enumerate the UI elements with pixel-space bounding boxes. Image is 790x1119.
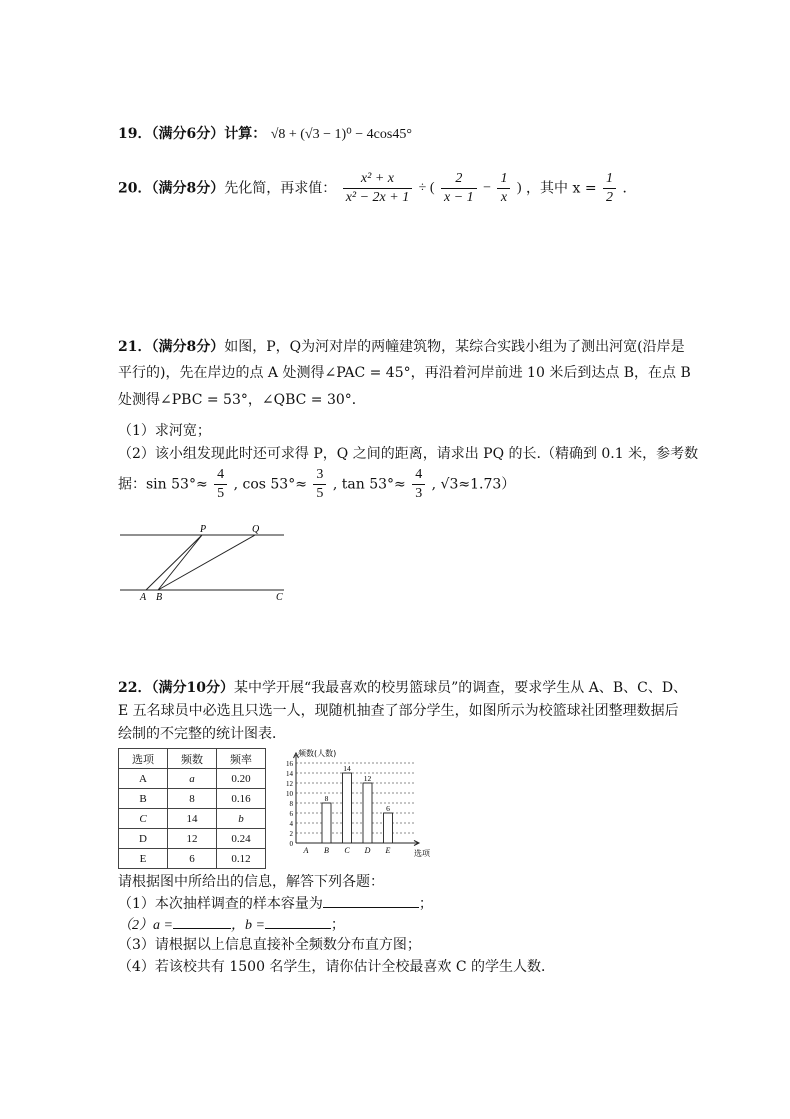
q21-text-2: 平行的)，先在岸边的点 A 处测得∠PAC = 45°，再沿着河岸前进 10 米后到达点 B，在点 B: [118, 365, 691, 381]
table-cell: 0.24: [217, 829, 266, 849]
table-cell: D: [119, 829, 168, 849]
table-row: [119, 769, 266, 789]
table-cell: E: [119, 849, 168, 869]
q22-text-3: 绘制的不完整的统计图表．: [118, 726, 286, 742]
q20-fraction-1: $\frac{\text{x² + x}}{\text{x² − 2x + 1}}$: [343, 170, 413, 207]
q21-sub-1: （1）求河宽；: [118, 423, 211, 439]
q19-tag: （满分6分）计算：: [151, 126, 267, 142]
bar: [363, 783, 372, 843]
q20-close: ): [516, 180, 522, 196]
line-BP: [158, 535, 202, 590]
table-header: 频数: [168, 749, 217, 769]
q19-expression: √8 + (√3 − 1)⁰ − 4cos45°: [270, 127, 412, 142]
table-header-row: [119, 749, 266, 769]
label-P: P: [200, 524, 207, 535]
q20-end: ．: [622, 180, 637, 197]
question-22-line1: [118, 678, 687, 698]
q20-divide: ÷ (: [418, 180, 435, 196]
x-tick-label: A: [303, 846, 309, 855]
q21-text-1: 如图，P，Q为河对岸的两幢建筑物，某综合实践小组为了测出河宽(沿岸是: [224, 339, 685, 355]
table-row: [119, 849, 266, 869]
frequency-histogram: [276, 744, 436, 862]
bar: [384, 813, 393, 843]
river-diagram: [112, 520, 292, 605]
table-row: [119, 829, 266, 849]
table-cell: 0.12: [217, 849, 266, 869]
q22-sub-4: （4）若该校共有 1500 名学生，请你估计全校最喜欢 C 的学生人数．: [118, 959, 556, 975]
table-cell: 8: [168, 789, 217, 809]
frequency-table: [118, 748, 266, 869]
bar: [343, 773, 352, 843]
y-tick-label: 4: [289, 820, 293, 828]
label-B: B: [156, 592, 163, 603]
q22-text-2: E 五名球员中必选且只选一人，现随机抽查了部分学生，如图所示为校篮球社团整理数据后: [118, 703, 679, 719]
q22-sub-2: （2）a = ，b = ；: [118, 914, 345, 936]
table-cell: 6: [168, 849, 217, 869]
q20-where: ，其中 x =: [526, 180, 597, 197]
q21-sub-2: （2）该小组发现此时还可求得 P，Q 之间的距离，请求出 PQ 的长.（精确到 0.1 米，参考数: [118, 446, 699, 462]
q21-sub-2-data: 据：sin 53°≈ $\frac{4}{5}$ , cos 53°≈ $\frac{3}{5}$ , tan 53°≈ $\frac{4}{3}$ , √3≈1.73）: [118, 467, 516, 501]
answer-blank-b[interactable]: [265, 914, 331, 929]
bar-data-label: 8: [324, 794, 329, 803]
q20-text: 先化简，再求值：: [224, 180, 337, 197]
q22-tag: （满分10分）: [151, 680, 234, 696]
bar: [322, 803, 331, 843]
q21-frac-sin: $\frac{4}{5}$: [214, 466, 227, 503]
table-cell: b: [217, 809, 266, 829]
table-cell: A: [119, 769, 168, 789]
question-19: [118, 124, 412, 145]
table-cell: a: [168, 769, 217, 789]
label-A: A: [140, 592, 147, 603]
q20-number: 20．: [118, 180, 152, 197]
y-tick-label: 16: [286, 760, 293, 768]
line-BQ: [158, 535, 255, 590]
q20-fraction-4: $\frac{1}{2}$: [603, 170, 616, 207]
bar-data-label: 6: [386, 804, 390, 813]
x-tick-label: D: [364, 846, 371, 855]
table-cell: 14: [168, 809, 217, 829]
q22-prompt: 请根据图中所给出的信息，解答下列各题：: [118, 874, 384, 890]
table-cell: 0.16: [217, 789, 266, 809]
label-Q: Q: [252, 524, 260, 535]
y-tick-label: 2: [289, 830, 293, 838]
question-20: [118, 170, 636, 207]
q21-text-3: 处测得∠PBC = 53°，∠QBC = 30°．: [118, 392, 366, 408]
table-cell: C: [119, 809, 168, 829]
y-tick-label: 10: [286, 790, 293, 798]
x-tick-label: E: [385, 846, 391, 855]
q22-sub-1: （1）本次抽样调查的样本容量为 ；: [118, 893, 433, 914]
answer-blank-sample-size[interactable]: [323, 893, 419, 908]
q20-fraction-2: $\frac{2}{x - 1}$: [441, 170, 477, 207]
table-cell: 0.20: [217, 769, 266, 789]
q22-text-1: 某中学开展“我最喜欢的校男篮球员”的调查，要求学生从 A、B、C、D、: [233, 680, 688, 696]
table-header: 选项: [119, 749, 168, 769]
q21-frac-tan: $\frac{4}{3}$: [412, 466, 425, 503]
q20-minus: −: [483, 180, 492, 196]
x-tick-label: C: [344, 846, 350, 855]
bar-data-label: 14: [343, 764, 351, 773]
x-tick-label: B: [324, 846, 329, 855]
line-AP: [146, 535, 202, 590]
label-C: C: [276, 592, 283, 603]
q21-tag: （满分8分）: [151, 339, 225, 355]
q20-fraction-3: $\frac{1}{x}$: [497, 170, 510, 207]
answer-blank-a[interactable]: [173, 914, 231, 929]
table-row: [119, 789, 266, 809]
bar-data-label: 12: [363, 774, 372, 783]
x-axis-title: 选项: [414, 849, 430, 858]
q22-sub-3: （3）请根据以上信息直接补全频数分布直方图；: [118, 937, 421, 953]
y-tick-label: 8: [289, 800, 293, 808]
table-row: [119, 809, 266, 829]
question-21-line1: [118, 337, 685, 357]
y-tick-label: 6: [289, 810, 293, 818]
table-header: 频率: [217, 749, 266, 769]
y-axis-title: 频数(人数): [298, 749, 337, 758]
q20-tag: （满分8分）: [151, 180, 225, 197]
q21-frac-cos: $\frac{3}{5}$: [313, 466, 326, 503]
table-cell: 12: [168, 829, 217, 849]
y-tick-label: 0: [289, 840, 293, 848]
q22-number: 22．: [118, 680, 152, 696]
q19-number: 19．: [118, 126, 152, 142]
y-tick-label: 14: [286, 770, 293, 778]
table-cell: B: [119, 789, 168, 809]
q21-number: 21．: [118, 339, 152, 355]
y-tick-label: 12: [286, 780, 293, 788]
